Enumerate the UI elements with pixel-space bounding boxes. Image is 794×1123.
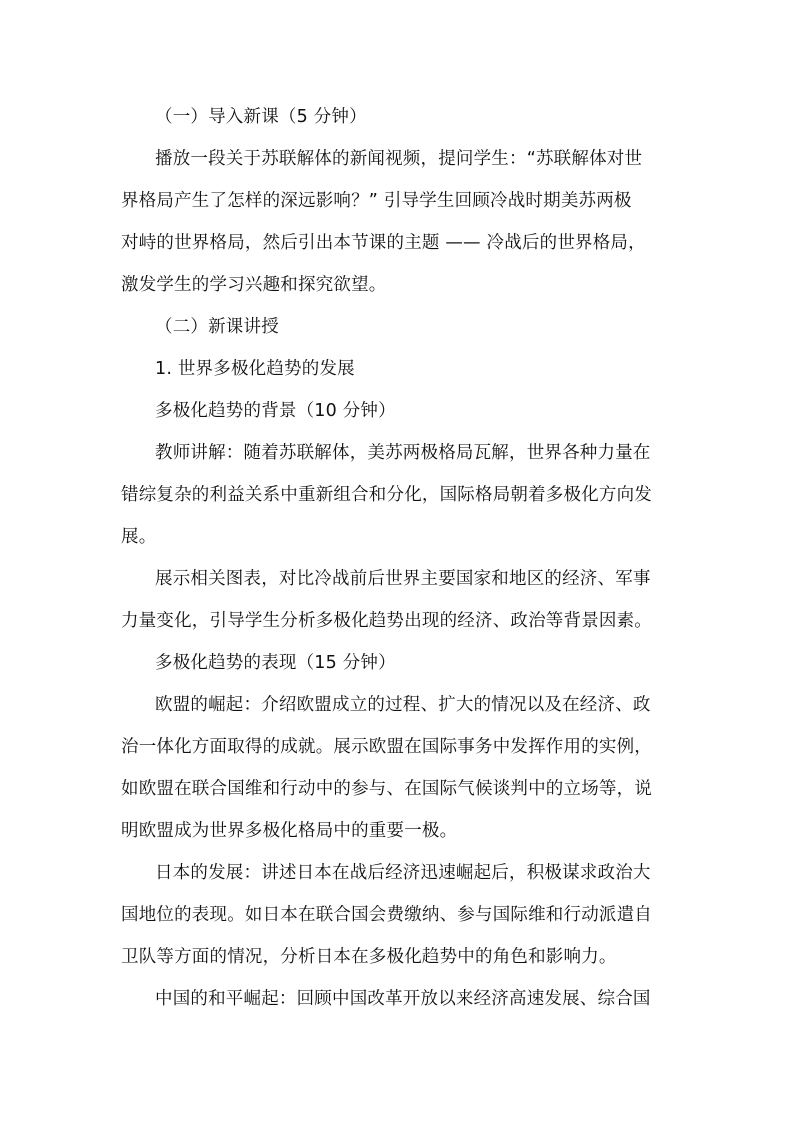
paragraph-line: 治一体化方面取得的成就。展示欧盟在国际事务中发挥作用的实例， bbox=[121, 737, 652, 757]
paragraph-line: 展。 bbox=[121, 527, 157, 547]
paragraph-line: 播放一段关于苏联解体的新闻视频，提问学生：“苏联解体对世 bbox=[155, 149, 643, 169]
paragraph-line: 错综复杂的利益关系中重新组合和分化，国际格局朝着多极化方向发 bbox=[121, 485, 652, 505]
paragraph-line: 如欧盟在联合国维和行动中的参与、在国际气候谈判中的立场等，说 bbox=[121, 779, 652, 799]
paragraph-line: 力量变化，引导学生分析多极化趋势出现的经济、政治等背景因素。 bbox=[121, 611, 652, 631]
paragraph-line: 中国的和平崛起：回顾中国改革开放以来经济高速发展、综合国 bbox=[155, 989, 651, 1009]
paragraph-line: 国地位的表现。如日本在联合国会费缴纳、参与国际维和行动派遣自 bbox=[121, 905, 652, 925]
section-heading-lecture: （二）新课讲授 bbox=[155, 317, 279, 337]
paragraph-line: 明欧盟成为世界多极化格局中的重要一极。 bbox=[121, 821, 458, 841]
paragraph-line: 展示相关图表，对比冷战前后世界主要国家和地区的经济、军事 bbox=[155, 569, 651, 589]
paragraph-line: 日本的发展：讲述日本在战后经济迅速崛起后，积极谋求政治大 bbox=[155, 863, 651, 883]
paragraph-line: 欧盟的崛起：介绍欧盟成立的过程、扩大的情况以及在经济、政 bbox=[155, 695, 651, 715]
subsection-heading: 1. 世界多极化趋势的发展 bbox=[155, 359, 355, 379]
paragraph-line: 界格局产生了怎样的深远影响？” 引导学生回顾冷战时期美苏两极 bbox=[121, 191, 632, 211]
topic-heading-performance: 多极化趋势的表现（15 分钟） bbox=[155, 653, 396, 673]
topic-heading-background: 多极化趋势的背景（10 分钟） bbox=[155, 401, 396, 421]
paragraph-line: 激发学生的学习兴趣和探究欲望。 bbox=[121, 275, 387, 295]
paragraph-line: 卫队等方面的情况，分析日本在多极化趋势中的角色和影响力。 bbox=[121, 947, 617, 967]
section-heading-intro: （一）导入新课（5 分钟） bbox=[155, 107, 367, 127]
paragraph-line: 对峙的世界格局，然后引出本节课的主题 —— 冷战后的世界格局， bbox=[121, 233, 646, 253]
paragraph-line: 教师讲解：随着苏联解体，美苏两极格局瓦解，世界各种力量在 bbox=[155, 443, 651, 463]
